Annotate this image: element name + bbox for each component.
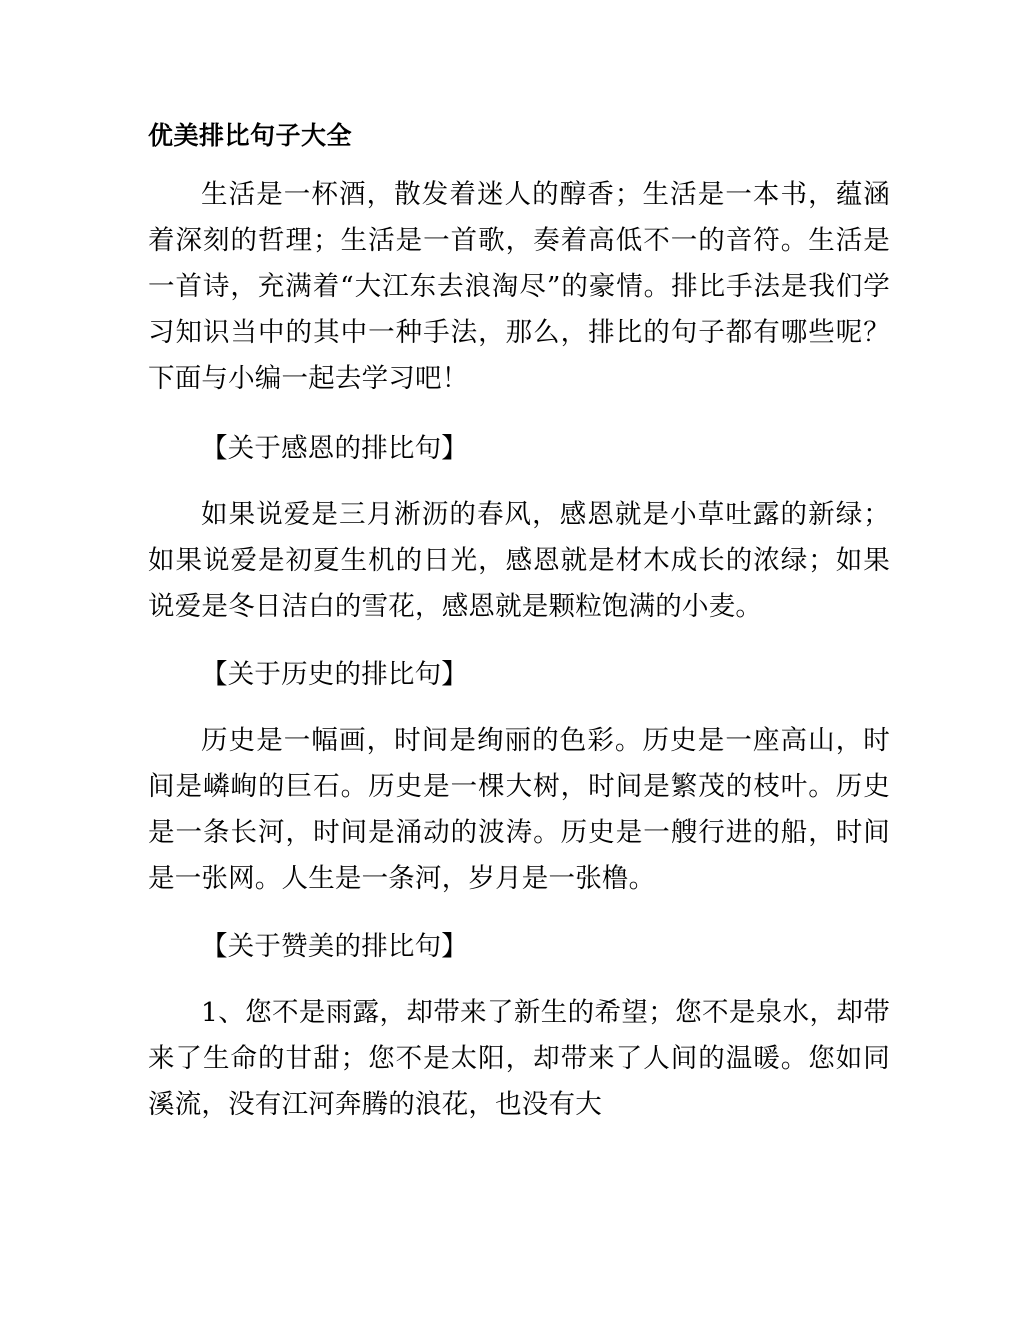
paragraph-intro: 生活是一杯酒，散发着迷人的醇香；生活是一本书，蕴涵着深刻的哲理；生活是一首歌，奏着高低不一的音符。生活是一首诗，充满着“大江东去浪淘尽”的豪情。排比手法是我们学习知识当中的其中一种手法，那么，排比的句子都有哪些呢？下面与小编一起去学习吧！ <box>148 179 890 394</box>
section-heading-gratitude: 【关于感恩的排比句】 <box>201 433 468 464</box>
paragraph-history: 历史是一幅画，时间是绚丽的色彩。历史是一座高山，时间是嶙峋的巨石。历史是一棵大树，时间是繁茂的枝叶。历史是一条长河，时间是涌动的波涛。历史是一艘行进的船，时间是一张网。人生是一条河，岁月是一张橹。 <box>148 725 890 894</box>
paragraph-praise: 1、您不是雨露，却带来了新生的希望；您不是泉水，却带来了生命的甘甜；您不是太阳，却带来了人间的温暖。您如同溪流，没有江河奔腾的浪花，也没有大 <box>148 997 890 1120</box>
section-heading-history: 【关于历史的排比句】 <box>201 659 468 690</box>
page-title: 优美排比句子大全 <box>148 121 353 150</box>
paragraph-gratitude: 如果说爱是三月淅沥的春风，感恩就是小草吐露的新绿；如果说爱是初夏生机的日光，感恩就是材木成长的浓绿；如果说爱是冬日洁白的雪花，感恩就是颗粒饱满的小麦。 <box>148 499 890 622</box>
section-heading-praise: 【关于赞美的排比句】 <box>201 931 468 962</box>
